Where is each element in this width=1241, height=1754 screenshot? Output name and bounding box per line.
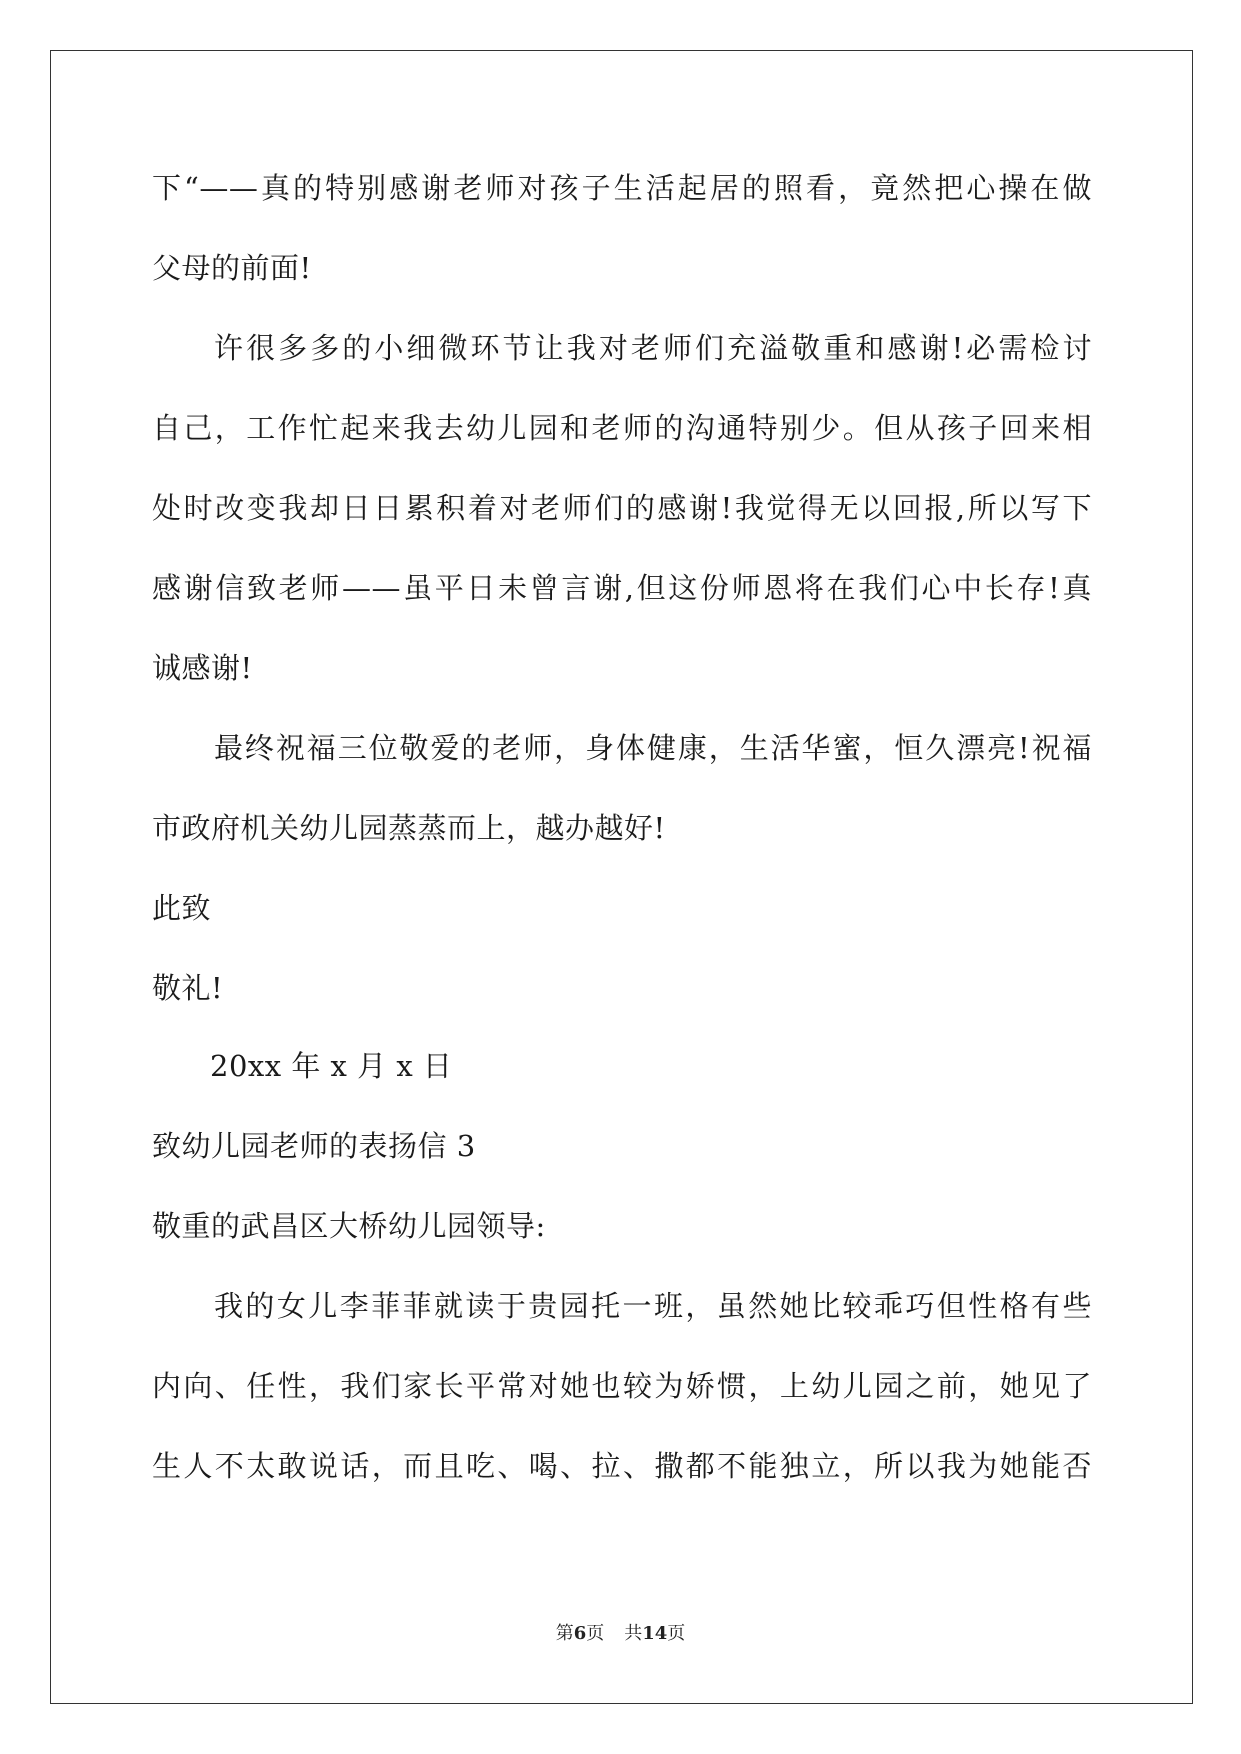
letter-greeting: 敬重的武昌区大桥幼儿园领导: bbox=[152, 1209, 546, 1243]
body-line-5: 处时改变我却日日累积着对老师们的感谢!我觉得无以回报,所以写下 bbox=[152, 491, 1092, 525]
letter-date: 20xx 年 x 月 x 日 bbox=[210, 1049, 453, 1083]
body-line-6: 感谢信致老师——虽平日未曾言谢,但这份师恩将在我们心中长存!真 bbox=[152, 571, 1092, 605]
total-unit: 页 bbox=[667, 1623, 686, 1644]
body-line-11: 内向、任性，我们家长平常对她也较为娇惯，上幼儿园之前，她见了 bbox=[152, 1369, 1092, 1403]
body-line-4: 自己，工作忙起来我去幼儿园和老师的沟通特别少。但从孩子回来相 bbox=[152, 411, 1092, 445]
body-line-12: 生人不太敢说话，而且吃、喝、拉、撒都不能独立，所以我为她能否 bbox=[152, 1449, 1092, 1483]
body-line-7: 诚感谢! bbox=[152, 651, 253, 685]
closing-respect: 敬礼! bbox=[152, 971, 224, 1005]
section-title: 致幼儿园老师的表扬信 3 bbox=[152, 1129, 476, 1163]
page-current: 6 bbox=[573, 1623, 587, 1644]
page-prefix: 第 bbox=[555, 1623, 574, 1644]
total-prefix: 共 bbox=[624, 1623, 643, 1644]
body-line-1: 下“——真的特别感谢老师对孩子生活起居的照看，竟然把心操在做 bbox=[152, 171, 1092, 205]
body-line-10: 我的女儿李菲菲就读于贵园托一班，虽然她比较乖巧但性格有些 bbox=[214, 1289, 1092, 1323]
closing-salutation: 此致 bbox=[152, 891, 212, 925]
body-line-3: 许很多多的小细微环节让我对老师们充溢敬重和感谢!必需检讨 bbox=[214, 331, 1092, 365]
page-total: 14 bbox=[642, 1623, 668, 1644]
body-line-9: 市政府机关幼儿园蒸蒸而上，越办越好! bbox=[152, 811, 666, 845]
page-unit: 页 bbox=[586, 1623, 605, 1644]
body-line-2: 父母的前面! bbox=[152, 251, 312, 285]
body-line-8: 最终祝福三位敬爱的老师，身体健康，生活华蜜，恒久漂亮!祝福 bbox=[214, 731, 1092, 765]
page-footer bbox=[0, 1622, 1241, 1646]
